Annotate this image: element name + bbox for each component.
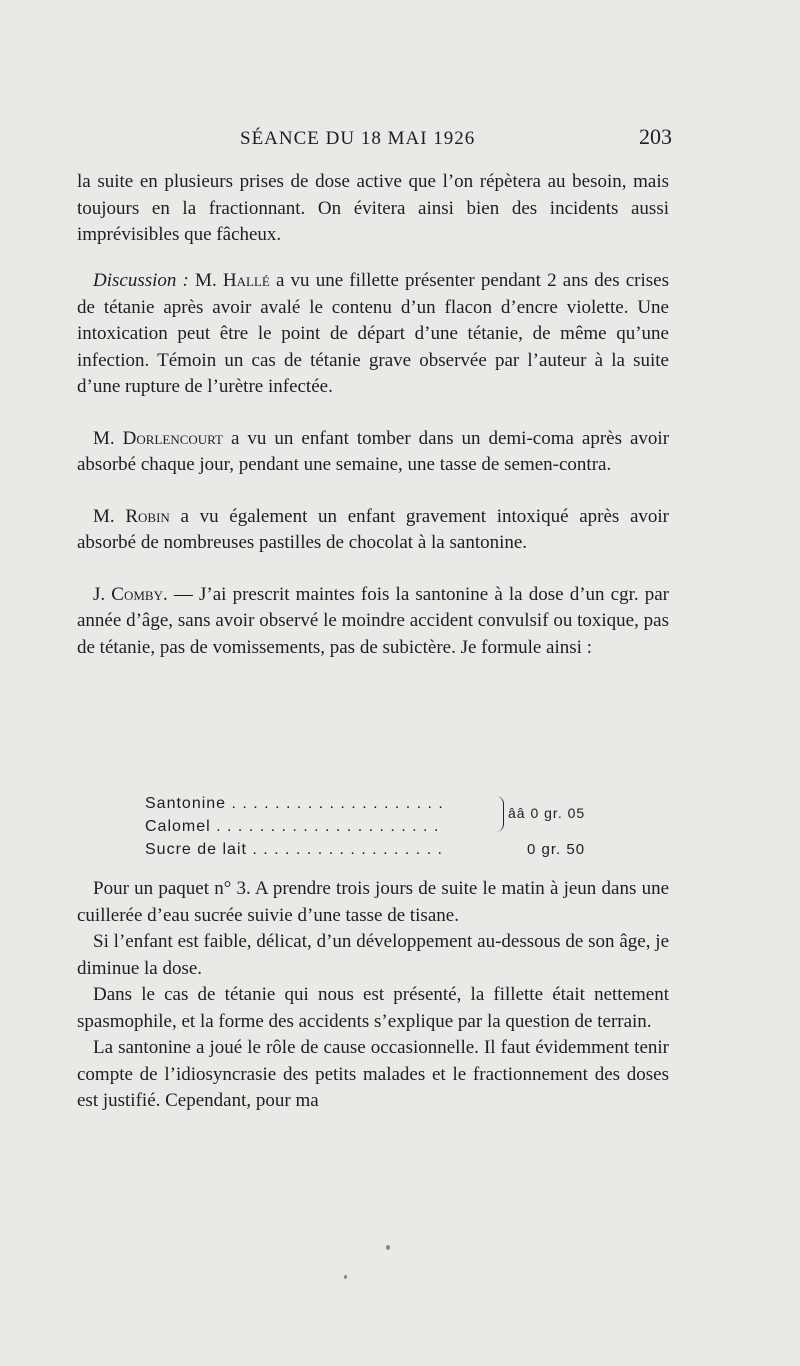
paragraph-robin (77, 504, 669, 557)
paragraph-weak-child: Si l’enfant est faible, délicat, d’un développement au-dessous de son âge, je diminue la dose. (77, 931, 669, 979)
discussion-section (77, 268, 669, 661)
paragraph-santonine-role: La santonine a joué le rôle de cause occasionnelle. Il faut évidemment tenir compte de l’idiosyncrasie des petits malades et le fractionnement des doses est justifié. Cependant, pour ma (77, 1037, 669, 1111)
paragraph-halle (77, 268, 669, 401)
paragraph-dorlencourt (77, 426, 669, 479)
paragraph-robin-text: a vu également un enfant gravement intoxiqué après avoir absorbé de nombreuses pastilles de chocolat à la santonine. (77, 505, 670, 553)
prescription-formula (145, 792, 605, 861)
speaker-name-halle: Hallé (222, 270, 270, 291)
speaker-name-robin: Robin (125, 505, 170, 527)
ingredient-sucre-de-lait: Sucre de lait . . . . . . . . . . . . . . . . . . (145, 841, 443, 858)
speaker-name-comby: Comby. (111, 583, 168, 605)
speaker-prefix: M. (93, 427, 115, 449)
speaker-prefix: M. (93, 505, 115, 527)
ingredient-santonine: Santonine . . . . . . . . . . . . . . . . . . . . (145, 795, 444, 812)
right-brace (495, 796, 504, 832)
running-header (230, 124, 672, 150)
speaker-prefix: M. (195, 270, 217, 291)
paper-speck (386, 1245, 390, 1250)
paragraph-dorlencourt-text: a vu un enfant tomber dans un demi-coma après avoir absorbé chaque jour, pendant une semaine, une tasse de semen-contra. (77, 427, 670, 475)
paragraph-halle-text: a vu une fillette présenter pendant 2 ans des crises de tétanie après avoir avalé le contenu d’un flacon d’encre violette. Une intoxication peut être le point de départ d’une tétanie, de même qu’une infection. Témoin un cas de tétanie grave observée par l’auteur à la suite d’une rupture de l’urètre infectée. (77, 270, 669, 397)
paragraph-continuation (77, 169, 669, 249)
ingredient-calomel: Calomel . . . . . . . . . . . . . . . . . . . . . (145, 818, 440, 835)
paragraph-comby (77, 582, 669, 662)
page-header-title: SÉANCE DU 18 MAI 1926 (240, 128, 476, 149)
comby-continuation (77, 876, 669, 1115)
paragraph-dosage: Pour un paquet n° 3. A prendre trois jours de suite le matin à jeun dans une cuillerée d’eau sucrée suivie d’une tasse de tisane. (77, 878, 669, 926)
paper-speck (344, 1275, 347, 1279)
dose-shared: ââ 0 gr. 05 (508, 805, 586, 821)
paragraph-comby-text: — J’ai prescrit maintes fois la santonine à la dose d’un cgr. par année d’âge, sans avoir observé le moindre accident convulsif ou toxique, pas de tétanie, pas de vomissements, pas de subictère. Je formule ainsi : (77, 583, 670, 658)
paragraph-1: la suite en plusieurs prises de dose active que l’on répètera au besoin, mais toujours en la fractionnant. On évitera ainsi bien des incidents aussi imprévisibles que fâcheux. (77, 171, 669, 245)
speaker-prefix: J. (93, 583, 106, 605)
paragraph-spasmophile: Dans le cas de tétanie qui nous est présenté, la fillette était nettement spasmophile, et la forme des accidents s’explique par la question de terrain. (77, 984, 669, 1032)
dose-sugar: 0 gr. 50 (527, 841, 586, 858)
speaker-name-dorlencourt: Dorlencourt (122, 427, 223, 449)
page-number: 203 (639, 124, 672, 149)
discussion-label: Discussion : (93, 270, 189, 291)
